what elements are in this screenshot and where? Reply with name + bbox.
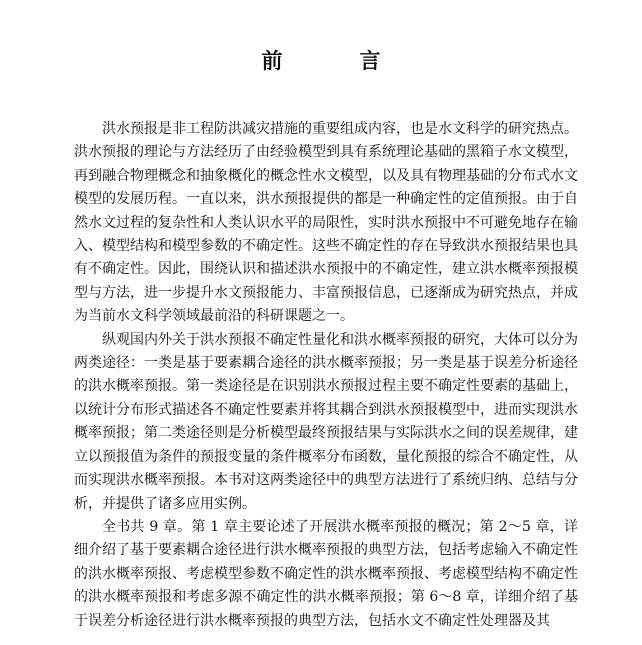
paragraph-3: 全书共 9 章。第 1 章主要论述了开展洪水概率预报的概况；第 2～5 章，详细介绍了基于要素耦合途径进行洪水概率预报的典型方法，包括考虑输入不确定性的洪水概率预报、考虑模型参数不确定性的洪水概率预报、考虑模型结构不确定性的洪水概率预报和考虑多源不确定性的洪水概率预报；第 6～8 章，详细介绍了基于误差分析途径进行洪水概率预报的典型方法，包括水文不确定性处理器及其: [74, 518, 578, 629]
page-title: 前 言: [261, 48, 409, 73]
paragraph-2: 纵观国内外关于洪水预报不确定性量化和洪水概率预报的研究，大体可以分为两类途径：一类是基于要素耦合途径的洪水概率预报；另一类是基于误差分析途径的洪水概率预报。第一类途径是在识别洪水预报过程主要不确定性要素的基础上，以统计分布形式描述各不确定性要素并将其耦合到洪水预报模型中，进而实现洪水概率预报；第二类途径则是分析模型最终预报结果与实际洪水之间的误差规律，建立以预报值为条件的预报变量的条件概率分布函数，量化预报的综合不确定性，从而实现洪水概率预报。本书对这两类途径中的典型方法进行了系统归纳、总结与分析，并提供了诸多应用实例。: [74, 331, 578, 512]
paragraph-1: 洪水预报是非工程防洪减灾措施的重要组成内容，也是水文科学的研究热点。洪水预报的理论与方法经历了由经验模型到具有系统理论基础的黑箱子水文模型，再到融合物理概念和抽象概化的概念性水文模型，以及具有物理基础的分布式水文模型的发展历程。一直以来，洪水预报提供的都是一种确定性的定值预报。由于自然水文过程的复杂性和人类认识水平的局限性，实时洪水预报中不可避免地存在输入、模型结构和模型参数的不确定性。这些不确定性的存在导致洪水预报结果也具有不确定性。因此，围绕认识和描述洪水预报中的不确定性，建立洪水概率预报模型与方法，进一步提升水文预报能力、丰富预报信息，已逐渐成为研究热点，并成为当前水文科学领域最前沿的科研课题之一。: [74, 121, 578, 325]
preface-body: [74, 118, 578, 633]
